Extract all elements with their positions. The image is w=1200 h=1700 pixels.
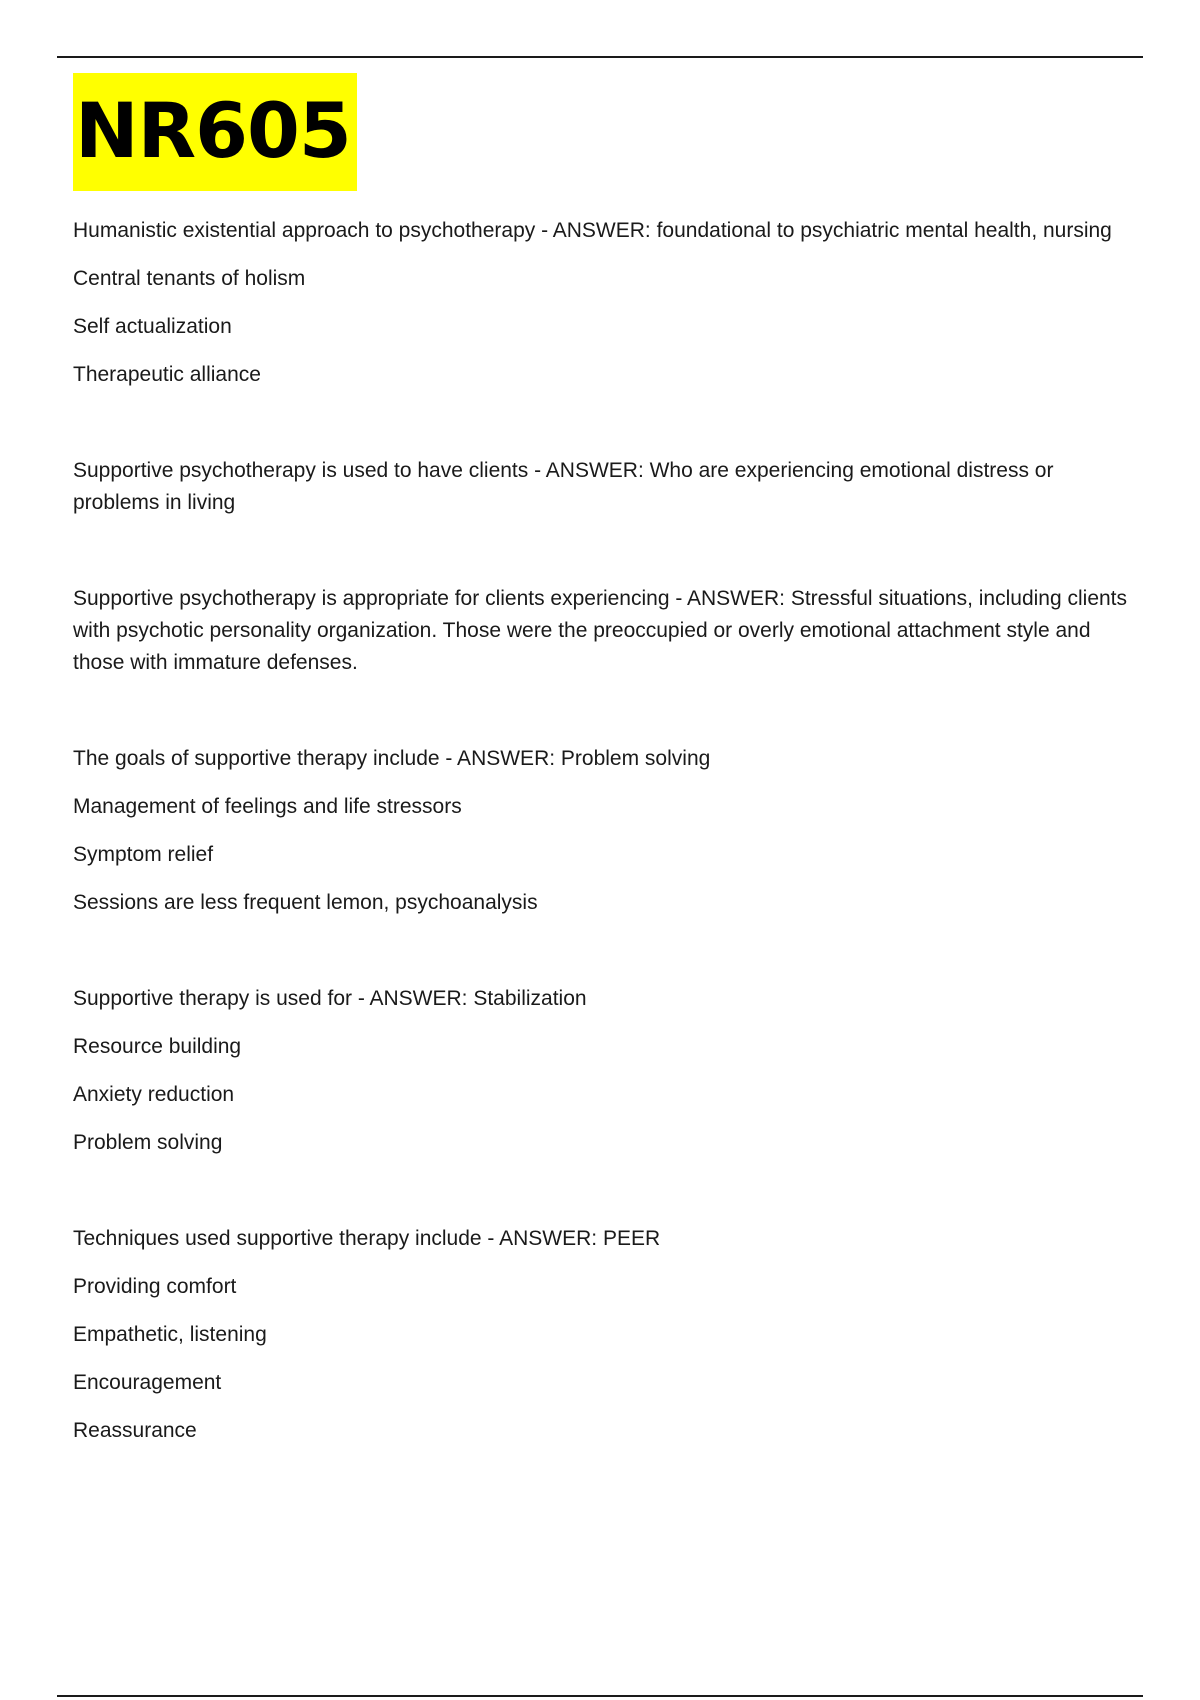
qa-block — [73, 983, 1143, 1159]
qa-line: Management of feelings and life stressors — [73, 795, 462, 818]
qa-line: Self actualization — [73, 315, 232, 338]
qa-line: Empathetic, listening — [73, 1323, 267, 1346]
qa-block — [73, 215, 1143, 391]
qa-line: Reassurance — [73, 1419, 197, 1442]
qa-question: Supportive therapy is used for - ANSWER: Stabilization — [73, 987, 587, 1010]
document-title: NR605 — [75, 86, 351, 175]
qa-line: Encouragement — [73, 1371, 222, 1394]
qa-question: Techniques used supportive therapy include - ANSWER: PEER — [73, 1227, 661, 1250]
qa-line: Therapeutic alliance — [73, 363, 261, 386]
qa-block — [73, 583, 1143, 679]
top-rule — [57, 56, 1143, 58]
qa-line: Symptom relief — [73, 843, 214, 866]
qa-block — [73, 1223, 1143, 1447]
qa-line: Providing comfort — [73, 1275, 237, 1298]
qa-line: Anxiety reduction — [73, 1083, 235, 1106]
qa-line: Problem solving — [73, 1131, 223, 1154]
qa-question: Supportive psychotherapy is used to have clients - ANSWER: Who are experiencing emotional distress or problems in living — [73, 459, 1054, 514]
qa-block — [73, 743, 1143, 919]
qa-line: Central tenants of holism — [73, 267, 306, 290]
qa-question: Supportive psychotherapy is appropriate for clients experiencing - ANSWER: Stressful situations, including clients with psychotic personality organization. Those were the preoccupied or overly emotional attachment style and those with immature defenses. — [73, 587, 1128, 674]
bottom-rule — [57, 1695, 1143, 1697]
title-highlight — [73, 73, 357, 191]
document-body — [73, 73, 1143, 1447]
qa-question: The goals of supportive therapy include - ANSWER: Problem solving — [73, 747, 711, 770]
qa-line: Resource building — [73, 1035, 242, 1058]
qa-line: Sessions are less frequent lemon, psychoanalysis — [73, 891, 538, 914]
qa-question: Humanistic existential approach to psychotherapy - ANSWER: foundational to psychiatric mental health, nursing — [73, 219, 1112, 242]
qa-block — [73, 455, 1143, 519]
